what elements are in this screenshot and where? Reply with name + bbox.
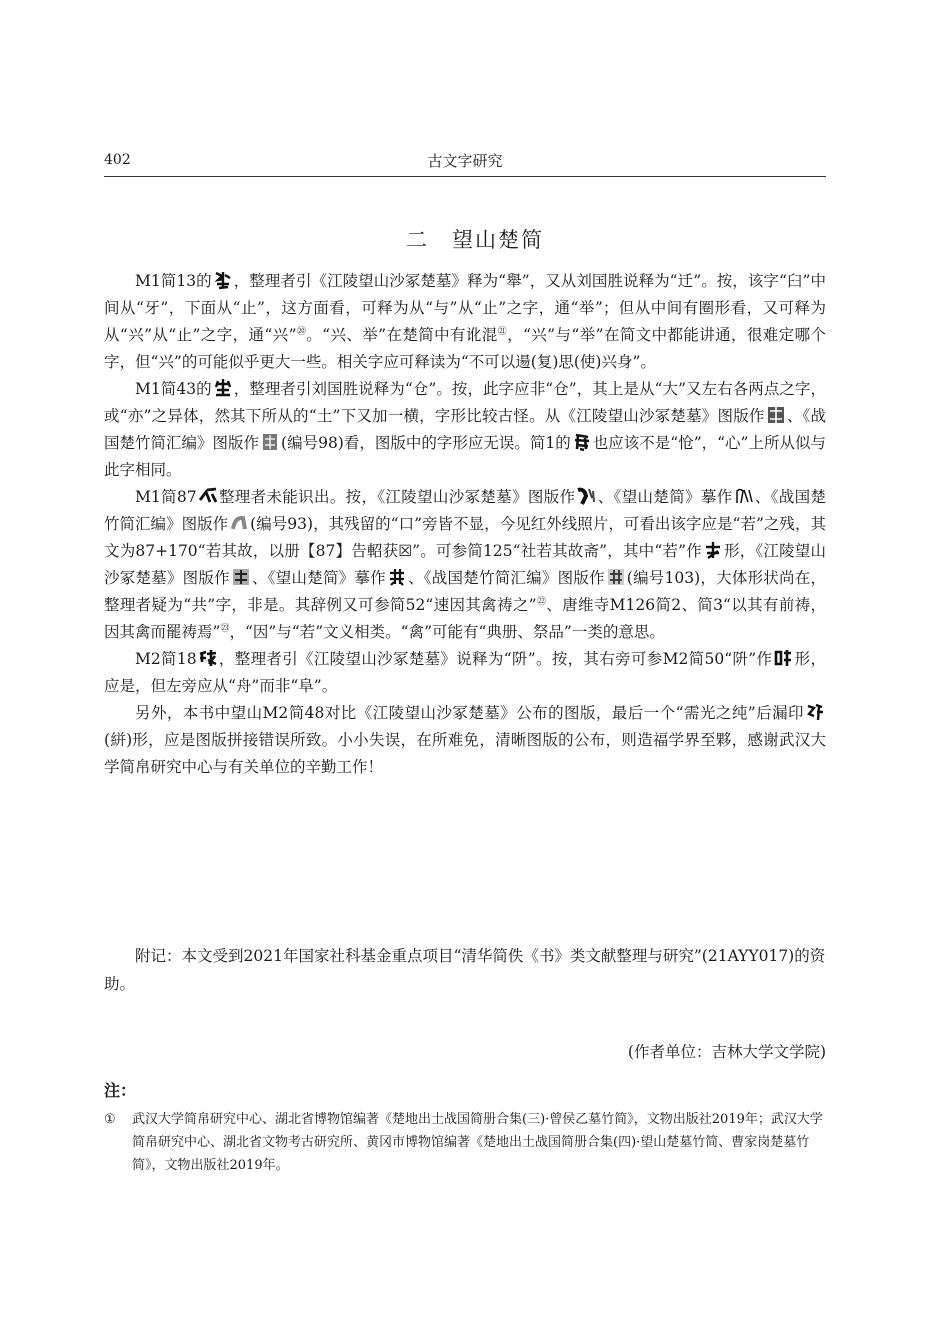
text-run: ，整理者引刘国胜说释为“仓”。按，此字应非“仓”，其上是从“大”又左右各两点之字，或“亦”之异体，然其下所从的“土”下又加一横，字形比较古怪。从《江陵望山沙冢楚墓》图版作 — [104, 380, 826, 425]
text-run: M1简13的 — [135, 272, 212, 290]
text-run: ，“因”与“若”文义相类。“禽”可能有“典册、祭品”一类的意思。 — [229, 623, 665, 641]
ancient-character-icon — [572, 432, 592, 452]
text-run: 、《战国楚竹简汇编》图版作 — [407, 569, 605, 587]
text-run: (编号103)，大体形状尚在，整理者疑为“共”字，非是。其辞例又可参简52“速因其禽祷之” — [104, 569, 826, 614]
footnote-ref[interactable]: ㉓ — [220, 623, 230, 634]
text-run: 、《战国楚竹简汇编》图版作 — [104, 488, 826, 533]
text-run: M1简87 — [135, 488, 197, 506]
text-run: 、《望山楚简》摹作 — [597, 488, 733, 506]
text-run: 也应该不是“怆”，“心”上所从似与此字相同。 — [104, 434, 826, 479]
funding-note — [104, 942, 826, 998]
page-number: 402 — [104, 152, 131, 168]
text-run: 形，应是，但左旁应从“舟”而非“阜”。 — [104, 650, 826, 695]
article-body — [104, 268, 826, 781]
paragraph-1 — [104, 268, 826, 376]
ancient-character-icon — [213, 378, 233, 398]
notes-heading: 注： — [104, 1081, 137, 1100]
ancient-character-icon — [606, 567, 626, 587]
text-run: 、唐维寺M126简2、简3“以其有前祷，因其禽而罷祷焉” — [104, 596, 826, 641]
footnote-1 — [104, 1108, 826, 1177]
paragraph-5 — [104, 700, 826, 781]
text-run: 整理者未能识出。按，《江陵望山沙冢楚墓》图版作 — [218, 488, 576, 506]
ancient-character-icon — [213, 270, 233, 290]
text-run: ，整理者引《江陵望山沙冢楚墓》释为“舉”，又从刘国胜说释为“迁”。按，该字“臼”中间从“牙”，下面从“止”，这方面看，可释为从“与”从“止”之字，通“举”；但从中间有圈形看，又可释为从“兴”从“止”之字，通“兴” — [104, 272, 826, 344]
footnote-ref[interactable]: ㉑ — [497, 326, 508, 337]
ancient-character-icon — [805, 702, 825, 722]
paragraph-3 — [104, 484, 826, 646]
text-run: M2简18 — [135, 650, 197, 668]
journal-title: 古文字研究 — [427, 152, 503, 170]
running-header — [104, 148, 826, 177]
ancient-character-icon — [773, 648, 793, 668]
paragraph-4 — [104, 646, 826, 700]
footnote-ref[interactable]: ㉒ — [536, 596, 547, 607]
text-run: ，整理者引《江陵望山沙冢楚墓》说释为“阩”。按，其右旁可参M2简50“阩”作 — [218, 650, 773, 668]
text-run: 、《战国楚竹简汇编》图版作 — [104, 407, 826, 452]
ancient-character-icon — [198, 486, 218, 506]
text-run: 。“兴、举”在楚简中有讹混 — [306, 326, 498, 344]
ancient-character-icon — [576, 486, 596, 506]
funding-note-text: 附记：本文受到2021年国家社科基金重点项目“清华简佚《书》类文献整理与研究”(21AYY017)的资助。 — [104, 947, 826, 993]
footnote-marker: ① — [104, 1112, 116, 1127]
ancient-character-icon — [703, 540, 723, 560]
text-run: ，“兴”与“举”在简文中都能讲通，很难定哪个字，但“兴”的可能似乎更大一些。相关字应可释读为“不可以逿(复)思(使)兴身”。 — [104, 326, 826, 371]
ancient-character-icon — [231, 567, 251, 587]
ancient-character-icon — [260, 432, 280, 452]
ancient-character-icon — [198, 648, 218, 668]
ancient-character-icon — [229, 513, 249, 533]
ancient-character-icon — [387, 567, 407, 587]
ancient-character-icon — [734, 486, 754, 506]
text-run: M1简43的 — [135, 380, 212, 398]
text-run: (絣)形，应是图版拼接错误所致。小小失误，在所难免，清晰图版的公布，则造福学界至夥，感谢武汉大学简帛研究中心与有关单位的辛勤工作！ — [104, 731, 826, 776]
footnote-ref[interactable]: ⑳ — [296, 326, 307, 337]
author-affiliation: (作者单位：吉林大学文学院) — [627, 1043, 826, 1061]
footnote-text: 武汉大学简帛研究中心、湖北省博物馆编著《楚地出土战国简册合集(三)·曾侯乙墓竹简》，文物出版社2019年；武汉大学简帛研究中心、湖北省文物考古研究所、黄冈市博物馆编著《楚地出土战国简册合集(四)·望山楚墓竹简、曹家岗楚墓竹简》，文物出版社2019年。 — [132, 1112, 823, 1173]
ancient-character-icon — [766, 405, 786, 425]
text-run: 形，《江陵望山沙冢楚墓》图版作 — [104, 542, 826, 587]
section-title: 二 望山楚简 — [406, 228, 544, 252]
text-run: 另外，本书中望山M2简48对比《江陵望山沙冢楚墓》公布的图版，最后一个“需光之纯”后漏印 — [135, 704, 804, 722]
text-run: 、《望山楚简》摹作 — [251, 569, 386, 587]
text-run: (编号93)，其残留的“口”旁皆不显，今见红外线照片，可看出该字应是“若”之残，其文为87+170“若其故，以册【87】告軺获☒”。可参简125“社若其故斋”，其中“若”作 — [104, 515, 826, 560]
text-run: (编号98)看，图版中的字形应无误。简1的 — [281, 434, 571, 452]
paragraph-2 — [104, 376, 826, 484]
